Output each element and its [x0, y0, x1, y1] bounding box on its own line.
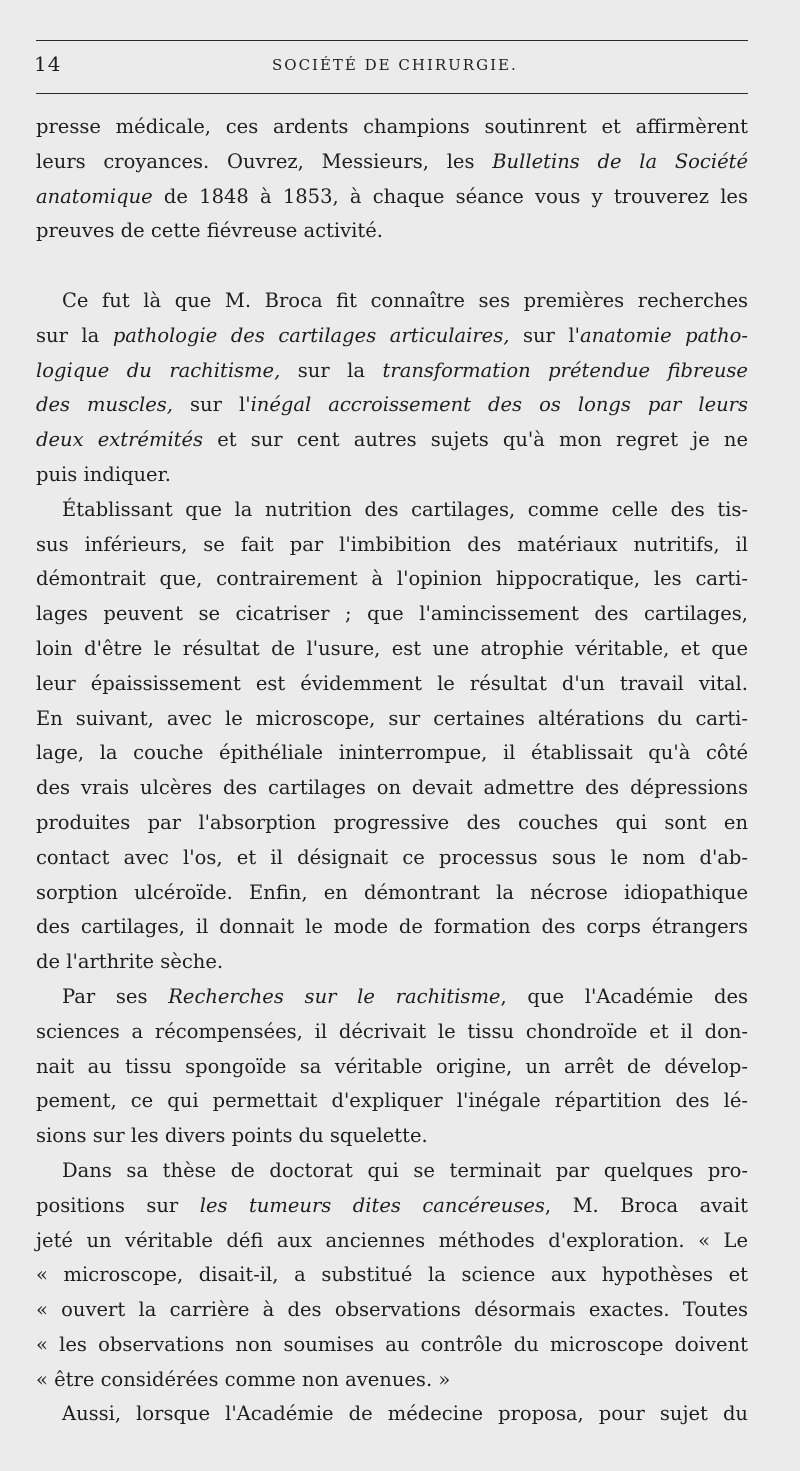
text-line: « ouvert la carrière à des observations désormais exactes. Toutes — [36, 1298, 748, 1322]
header-rule-top — [36, 40, 748, 41]
text-line: anatomique de 1848 à 1853, à chaque séance vous y trouverez les — [36, 184, 748, 208]
text-line: leur épaississement est évidemment le résultat d'un travail vital. — [36, 671, 748, 695]
text-line: preuves de cette fiévreuse activité. — [36, 219, 383, 243]
text-line: jeté un véritable défi aux anciennes méthodes d'exploration. « Le — [36, 1228, 748, 1252]
text-line: Établissant que la nutrition des cartilages, comme celle des tis- — [62, 497, 748, 521]
text-line: sus inférieurs, se fait par l'imbibition des matériaux nutritifs, il — [36, 532, 748, 556]
text-line: Aussi, lorsque l'Académie de médecine proposa, pour sujet du — [62, 1402, 748, 1426]
text-line: Ce fut là que M. Broca fit connaître ses premières recherches — [62, 288, 748, 312]
text-line: pement, ce qui permettait d'expliquer l'inégale répartition des lé- — [36, 1089, 748, 1113]
text-line: lage, la couche épithéliale ininterrompue, il établissait qu'à côté — [36, 741, 748, 765]
body-text — [36, 110, 748, 1432]
text-line: lages peuvent se cicatriser ; que l'amincissement des cartilages, — [36, 602, 748, 626]
text-line: de l'arthrite sèche. — [36, 950, 224, 974]
text-line: sorption ulcéroïde. Enfin, en démontrant la nécrose idiopathique — [36, 880, 748, 904]
text-line: En suivant, avec le microscope, sur certaines altérations du carti- — [36, 706, 748, 730]
text-line: démontrait que, contrairement à l'opinion hippocratique, les carti- — [36, 567, 748, 591]
text-line: positions sur les tumeurs dites cancéreuses, M. Broca avait — [36, 1193, 748, 1217]
text-line: sions sur les divers points du squelette. — [36, 1124, 428, 1148]
text-line: des muscles, sur l'inégal accroissement des os longs par leurs — [36, 393, 749, 417]
text-line: des cartilages, il donnait le mode de formation des corps étrangers — [36, 915, 748, 939]
text-line: logique du rachitisme, sur la transformation prétendue fibreuse — [36, 358, 748, 382]
text-line: « microscope, disait-il, a substitué la science aux hypothèses et — [36, 1263, 748, 1287]
text-line: presse médicale, ces ardents champions soutinrent et affirmèrent — [36, 115, 748, 138]
text-line: puis indiquer. — [36, 462, 171, 486]
text-line: « être considérées comme non avenues. » — [36, 1367, 451, 1391]
text-line: loin d'être le résultat de l'usure, est une atrophie véritable, et que — [36, 636, 748, 660]
text-line: Par ses Recherches sur le rachitisme, que l'Académie des — [62, 984, 749, 1008]
page-number: 14 — [34, 52, 62, 76]
text-line: deux extrémités et sur cent autres sujets qu'à mon regret je ne — [36, 428, 748, 452]
running-head: SOCIÉTÉ DE CHIRURGIE. — [272, 56, 518, 74]
text-line: sur la pathologie des cartilages articulaires, sur l'anatomie patho- — [36, 323, 748, 347]
text-line: contact avec l'os, et il désignait ce processus sous le nom d'ab- — [36, 845, 748, 869]
header-rule-bottom — [36, 93, 748, 94]
text-line: des vrais ulcères des cartilages on devait admettre des dépressions — [36, 776, 748, 800]
text-line: sciences a récompensées, il décrivait le tissu chondroïde et il don- — [36, 1019, 748, 1043]
paragraph-gap — [36, 249, 748, 284]
text-line: produites par l'absorption progressive des couches qui sont en — [36, 810, 748, 834]
text-line: « les observations non soumises au contrôle du microscope doivent — [36, 1332, 748, 1356]
text-line: leurs croyances. Ouvrez, Messieurs, les Bulletins de la Société — [36, 149, 748, 173]
text-line: Dans sa thèse de doctorat qui se terminait par quelques pro- — [62, 1158, 748, 1182]
text-line: nait au tissu spongoïde sa véritable origine, un arrêt de dévelop- — [36, 1054, 748, 1078]
